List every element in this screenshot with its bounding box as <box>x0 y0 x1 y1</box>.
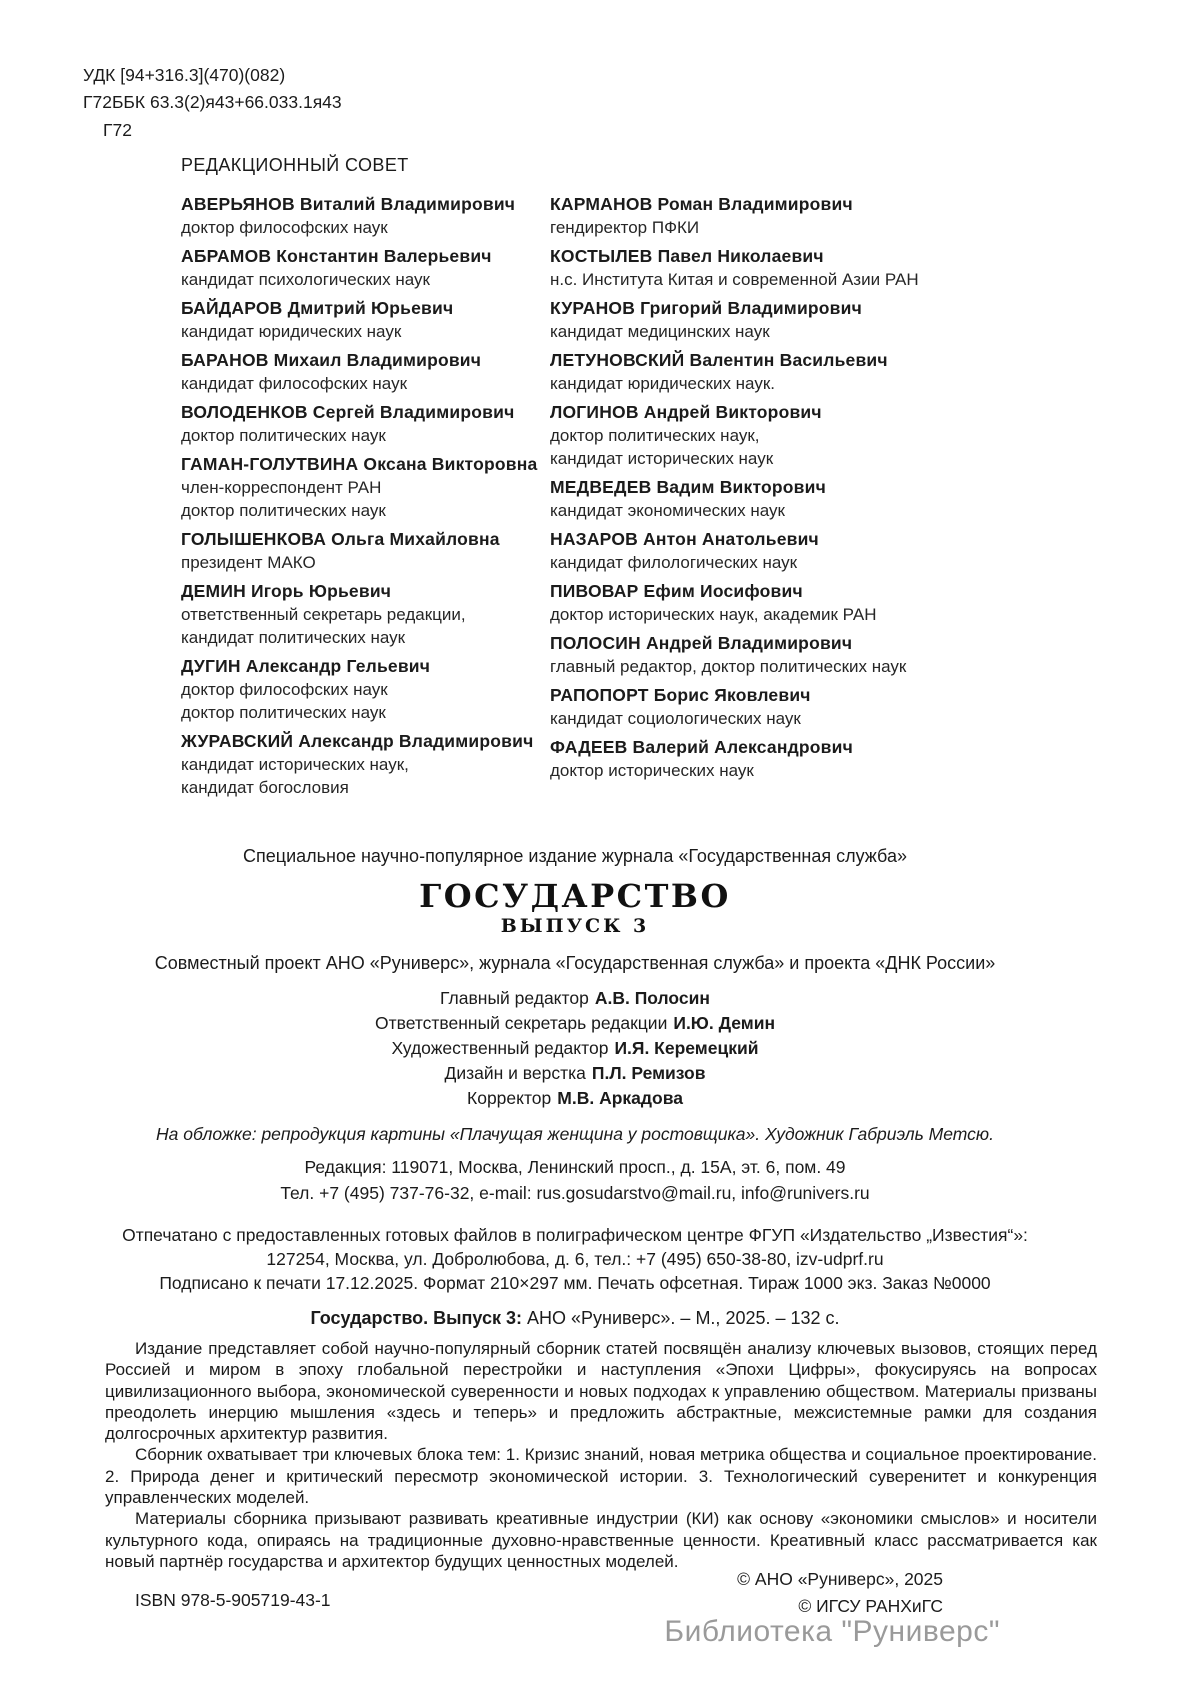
isbn: ISBN 978-5-905719-43-1 <box>135 1590 331 1610</box>
board-member <box>181 655 550 724</box>
member-name: КАРМАНОВ Роман Владимирович <box>550 194 853 214</box>
staff-role: Художественный редактор <box>391 1038 609 1058</box>
board-member <box>181 193 550 239</box>
annotation-paragraph: Сборник охватывает три ключевых блока тем: 1. Кризис знаний, новая метрика общества и социальное проектирование. 2. Природа денег и критический пересмотр экономической истории. 3. Технологический суверенитет и конкуренция управленческих моделей. <box>105 1445 1097 1508</box>
member-name: ГАМАН-ГОЛУТВИНА Оксана Викторовна <box>181 454 538 474</box>
staff-name: И.Я. Керемецкий <box>614 1038 759 1058</box>
member-name: АВЕРЬЯНОВ Виталий Владимирович <box>181 194 516 214</box>
board-member <box>550 476 990 522</box>
member-role: кандидат философских наук <box>181 374 408 393</box>
editorial-board-column-right <box>550 193 990 805</box>
editorial-board <box>181 193 1081 805</box>
member-role: доктор исторических наук, академик РАН <box>550 605 877 624</box>
board-member <box>550 632 990 678</box>
member-name: ДУГИН Александр Гельевич <box>181 656 431 676</box>
member-role: доктор исторических наук <box>550 761 754 780</box>
bbk-code: Г72ББК 63.3(2)я43+66.033.1я43 <box>83 92 342 112</box>
staff-name: А.В. Полосин <box>594 988 710 1008</box>
member-role: доктор политических наук <box>181 703 386 722</box>
staff-name: М.В. Аркадова <box>557 1088 683 1108</box>
staff-line <box>105 1086 1045 1111</box>
member-role: ответственный секретарь редакции, <box>181 605 466 624</box>
staff-role: Главный редактор <box>440 988 589 1008</box>
member-name: КОСТЫЛЕВ Павел Николаевич <box>550 246 824 266</box>
joint-project-line: Совместный проект АНО «Руниверс», журнала «Государственная служба» и проекта «ДНК России» <box>154 953 996 973</box>
board-member <box>550 684 990 730</box>
staff-name: И.Ю. Демин <box>673 1013 776 1033</box>
issue-label: ВЫПУСК 3 <box>500 915 650 937</box>
udk-code: УДК [94+316.3](470)(082) <box>83 65 286 85</box>
board-member <box>181 580 550 649</box>
library-watermark: Библиотека "Руниверс" <box>664 1615 1000 1648</box>
member-role: доктор политических наук <box>181 501 386 520</box>
member-role: доктор политических наук, <box>550 426 760 445</box>
member-name: ЛОГИНОВ Андрей Викторович <box>550 402 822 422</box>
member-role: президент МАКО <box>181 553 316 572</box>
board-member <box>550 245 990 291</box>
bibliographic-rest: АНО «Руниверс». – М., 2025. – 132 с. <box>522 1308 840 1328</box>
member-name: ПОЛОСИН Андрей Владимирович <box>550 633 853 653</box>
member-name: ФАДЕЕВ Валерий Александрович <box>550 737 853 757</box>
member-role: гендиректор ПФКИ <box>550 218 700 237</box>
member-name: ЖУРАВСКИЙ Александр Владимирович <box>181 731 534 751</box>
edition-subtitle: Специальное научно-популярное издание журнала «Государственная служба» <box>243 846 907 866</box>
annotation-block <box>105 1338 1097 1572</box>
board-member <box>550 580 990 626</box>
member-name: ЛЕТУНОВСКИЙ Валентин Васильевич <box>550 350 888 370</box>
member-role: кандидат психологических наук <box>181 270 430 289</box>
staff-role: Дизайн и верстка <box>444 1063 586 1083</box>
staff-line <box>105 1061 1045 1086</box>
editorial-board-heading: РЕДАКЦИОННЫЙ СОВЕТ <box>181 155 409 175</box>
print-line: 127254, Москва, ул. Добролюбова, д. 6, тел.: +7 (495) 650-38-80, izv-udprf.ru <box>266 1249 884 1269</box>
board-member <box>181 528 550 574</box>
address-line: Редакция: 119071, Москва, Ленинский просп., д. 15А, эт. 6, пом. 49 <box>304 1157 846 1177</box>
member-role: кандидат экономических наук <box>550 501 785 520</box>
member-role: кандидат богословия <box>181 778 349 797</box>
staff-line <box>105 1011 1045 1036</box>
annotation-paragraph: Издание представляет собой научно-популярный сборник статей посвящён анализу ключевых вызовов, стоящих перед Россией и миром в эпоху глобальной перестройки и наступления «Эпохи Цифры», фокусируясь на вопросах цивилизационного выбора, экономической суверенности и новых подходах к управлению обществом. Материалы призваны преодолеть инерцию мышления «здесь и теперь» и предложить абстрактные, межсистемные рамки для создания долгосрочных архитектур развития. <box>105 1339 1097 1444</box>
copyright-line: © АНО «Руниверс», 2025 <box>737 1569 943 1589</box>
member-role: кандидат исторических наук, <box>181 755 409 774</box>
board-member <box>181 730 550 799</box>
member-role: кандидат филологических наук <box>550 553 798 572</box>
staff-list <box>105 986 1045 1111</box>
member-role: кандидат медицинских наук <box>550 322 770 341</box>
print-line: Отпечатано с предоставленных готовых файлов в полиграфическом центре ФГУП «Издательство „Известия“»: <box>122 1225 1028 1245</box>
author-sign-code: Г72 <box>103 120 132 140</box>
board-member <box>181 401 550 447</box>
member-name: БАЙДАРОВ Дмитрий Юрьевич <box>181 298 454 318</box>
edition-block <box>105 845 1045 1330</box>
address-line: Тел. +7 (495) 737-76-32, e-mail: rus.gosudarstvo@mail.ru, info@runivers.ru <box>280 1183 870 1203</box>
board-member <box>181 453 550 522</box>
board-member <box>550 401 990 470</box>
member-role: доктор политических наук <box>181 426 386 445</box>
member-name: ВОЛОДЕНКОВ Сергей Владимирович <box>181 402 515 422</box>
member-name: НАЗАРОВ Антон Анатольевич <box>550 529 819 549</box>
page-title: ГОСУДАРСТВО <box>419 877 731 915</box>
board-member <box>550 297 990 343</box>
editorial-address <box>105 1154 1045 1206</box>
staff-role: Корректор <box>467 1088 552 1108</box>
classification-codes <box>83 62 342 116</box>
board-member <box>181 297 550 343</box>
member-role: кандидат юридических наук <box>181 322 402 341</box>
print-details <box>105 1223 1045 1295</box>
member-name: КУРАНОВ Григорий Владимирович <box>550 298 862 318</box>
bibliographic-line <box>105 1307 1045 1330</box>
copyright-block <box>737 1566 943 1620</box>
board-member <box>550 193 990 239</box>
board-member <box>550 736 990 782</box>
member-role: доктор философских наук <box>181 218 388 237</box>
staff-line <box>105 1036 1045 1061</box>
member-name: АБРАМОВ Константин Валерьевич <box>181 246 492 266</box>
copyright-line: © ИГСУ РАНХиГС <box>798 1596 943 1616</box>
member-role: член-корреспондент РАН <box>181 478 382 497</box>
staff-role: Ответственный секретарь редакции <box>374 1013 668 1033</box>
annotation-paragraph: Материалы сборника призывают развивать креативные индустрии (КИ) как основу «экономики смыслов» и носители культурного кода, опираясь на традиционные духовно-нравственные ценности. Креативный класс рассматривается как новый партнёр государства и архитектор будущих ценностных моделей. <box>105 1509 1097 1571</box>
staff-name: П.Л. Ремизов <box>591 1063 706 1083</box>
member-name: ПИВОВАР Ефим Иосифович <box>550 581 803 601</box>
editorial-board-column-left <box>181 193 550 805</box>
member-name: ГОЛЫШЕНКОВА Ольга Михайловна <box>181 529 500 549</box>
member-name: МЕДВЕДЕВ Вадим Викторович <box>550 477 826 497</box>
print-line: Подписано к печати 17.12.2025. Формат 210×297 мм. Печать офсетная. Тираж 1000 экз. Заказ №0000 <box>159 1273 991 1293</box>
board-member <box>181 349 550 395</box>
board-member <box>550 349 990 395</box>
board-member <box>181 245 550 291</box>
member-name: РАПОПОРТ Борис Яковлевич <box>550 685 811 705</box>
cover-note: На обложке: репродукция картины «Плачущая женщина у ростовщика». Художник Габриэль Метсю. <box>156 1124 994 1144</box>
member-role: доктор философских наук <box>181 680 388 699</box>
member-role: н.с. Института Китая и современной Азии РАН <box>550 270 919 289</box>
staff-line <box>105 986 1045 1011</box>
bibliographic-title: Государство. Выпуск 3: <box>310 1308 523 1328</box>
board-member <box>550 528 990 574</box>
member-name: БАРАНОВ Михаил Владимирович <box>181 350 482 370</box>
member-role: кандидат юридических наук. <box>550 374 775 393</box>
member-role: кандидат социологических наук <box>550 709 801 728</box>
member-role: кандидат исторических наук <box>550 449 774 468</box>
member-name: ДЕМИН Игорь Юрьевич <box>181 581 392 601</box>
member-role: кандидат политических наук <box>181 628 406 647</box>
member-role: главный редактор, доктор политических наук <box>550 657 907 676</box>
